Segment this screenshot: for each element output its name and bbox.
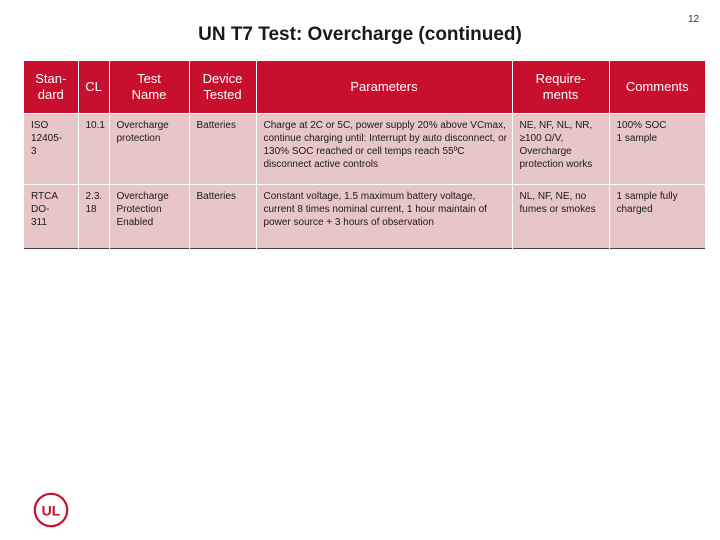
cell-comments: 100% SOC 1 sample — [609, 114, 705, 185]
cell-requirements: NL, NF, NE, no fumes or smokes — [512, 185, 609, 249]
page-number: 12 — [688, 14, 700, 25]
cell-test-name: Overcharge Protection Enabled — [109, 185, 189, 249]
header-test-name: Test Name — [109, 61, 189, 114]
cell-cl: 2.3. 18 — [78, 185, 109, 249]
cell-device-tested: Batteries — [189, 114, 256, 185]
header-requirements: Require- ments — [512, 61, 609, 114]
slide-title: UN T7 Test: Overcharge (continued) — [198, 24, 522, 45]
header-comments: Comments — [609, 61, 705, 114]
header-device-tested: Device Tested — [189, 61, 256, 114]
cell-comments: 1 sample fully charged — [609, 185, 705, 249]
table-row — [24, 185, 705, 249]
header-standard: Stan- dard — [24, 61, 78, 114]
cell-standard: RTCA DO- 311 — [24, 185, 78, 249]
header-cl: CL — [78, 61, 109, 114]
cell-test-name: Overcharge protection — [109, 114, 189, 185]
ul-logo-text: UL — [41, 502, 61, 519]
test-standards-table — [24, 61, 705, 249]
header-parameters: Parameters — [256, 61, 512, 114]
cell-requirements: NE, NF, NL, NR, ≥100 Ω/V, Overcharge protection works — [512, 114, 609, 185]
cell-standard: ISO 12405- 3 — [24, 114, 78, 185]
cell-parameters: Constant voltage, 1.5 maximum battery voltage, current 8 times nominal current, 1 hour maintain of power source + 3 hours of observation — [256, 185, 512, 249]
table-header-row — [24, 61, 705, 114]
table-row — [24, 114, 705, 185]
cell-device-tested: Batteries — [189, 185, 256, 249]
ul-logo-icon — [33, 492, 69, 528]
cell-parameters: Charge at 2C or 5C, power supply 20% above VCmax, continue charging until: Interrupt by auto disconnect, or 130% SOC reached or cell temps reach 55ºC disconnect active controls — [256, 114, 512, 185]
cell-cl: 10.1 — [78, 114, 109, 185]
